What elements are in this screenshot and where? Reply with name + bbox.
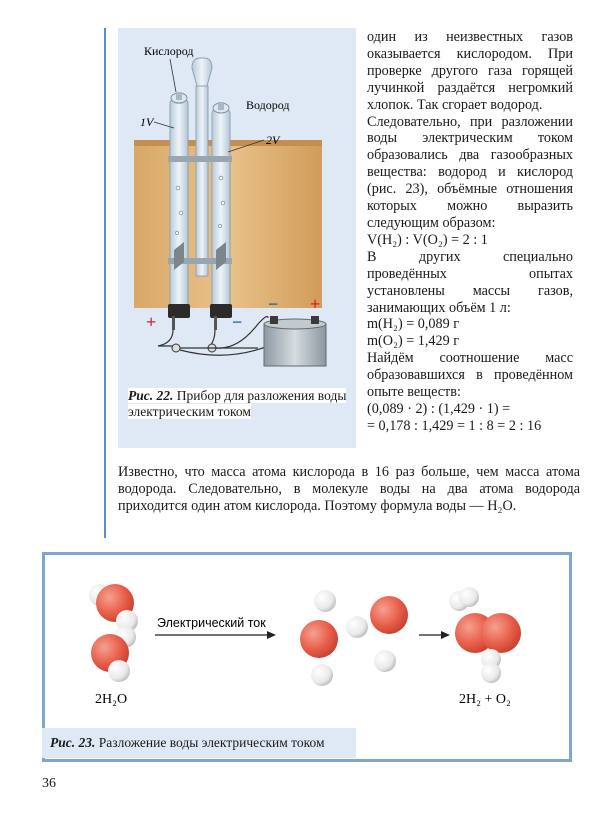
paragraph-3: В других специально проведённых опытах установлены массы газов, занимающих объём 1 л:	[367, 248, 573, 316]
right-column-text	[367, 29, 573, 435]
formula-mass-o2: m(O₂) = 1,429 г	[367, 333, 460, 350]
figure-22-panel	[118, 28, 356, 448]
water-molecule-1	[89, 584, 138, 632]
right-tube-hydrogen	[212, 110, 230, 310]
label-2v: 2V	[266, 133, 280, 147]
page-number: 36	[42, 776, 56, 791]
formula-2h2o: 2H₂O	[95, 692, 128, 707]
water-molecule-2	[91, 626, 136, 682]
label-electric-current: Электрический ток	[157, 616, 266, 630]
paragraph-1: один из неизвестных газов оказывается кислородом. При проверке другого газа горящей лучинкой раздаётся негромкий хлопок. Так сгорает водород.	[367, 29, 573, 113]
left-tube-oxygen	[170, 100, 188, 310]
label-plus-left: +	[146, 312, 157, 332]
margin-rule	[104, 28, 106, 538]
middle-tube	[196, 86, 208, 276]
formula-volume-ratio: V(H₂) : V(O₂) = 2 : 1	[367, 231, 488, 248]
label-oxygen: Кислород	[144, 44, 194, 58]
paragraph-2: Следовательно, при разложении воды электрическим током образовались два газообразных вещества: водород и кислород (рис. 23), объёмные отношения которых можно выразить следующим образом:	[367, 113, 573, 231]
figure-23-caption-text: Разложение воды электрическим током	[98, 735, 325, 750]
formula-mass-h2: m(H₂) = 0,089 г	[367, 316, 460, 333]
figure-23-caption	[42, 728, 356, 758]
battery	[264, 324, 326, 366]
label-minus-mid: −	[232, 312, 243, 332]
separated-atoms	[300, 590, 408, 686]
paragraph-4: Найдём соотношение масс образовавшихся в проведённом опыте веществ:	[367, 350, 573, 401]
label-plus-battery: +	[310, 294, 321, 314]
label-minus-battery: −	[268, 294, 279, 314]
hydrogen-molecule-bottom	[481, 649, 501, 683]
funnel	[192, 58, 212, 86]
formula-ratio-line-2: = 0,178 : 1,429 = 1 : 8 = 2 : 16	[367, 417, 542, 434]
hydrogen-molecule-top	[449, 587, 479, 611]
formula-products: 2H₂ + O₂	[459, 692, 511, 707]
label-1v: 1V	[140, 115, 154, 129]
figure-22-caption-text: Прибор для разложения воды электрическим током	[128, 388, 347, 419]
figure-23-label: Рис. 23.	[50, 735, 96, 750]
bottom-paragraph: Известно, что масса атома кислорода в 16 раз больше, чем масса атома водорода. Следовательно, в молекуле воды на два атома водорода приходится один атом кислорода. Поэтому формула воды — H₂O.	[118, 464, 580, 515]
figure-22-caption	[128, 388, 348, 420]
figure-22-label: Рис. 22.	[128, 388, 174, 403]
molecule-decomposition-diagram	[45, 555, 569, 725]
formula-ratio-line-1: (0,089 · 2) : (1,429 · 1) =	[367, 400, 511, 417]
oxygen-molecule	[455, 613, 521, 653]
label-hydrogen: Водород	[246, 98, 290, 112]
electrolysis-apparatus-illustration	[118, 28, 356, 388]
